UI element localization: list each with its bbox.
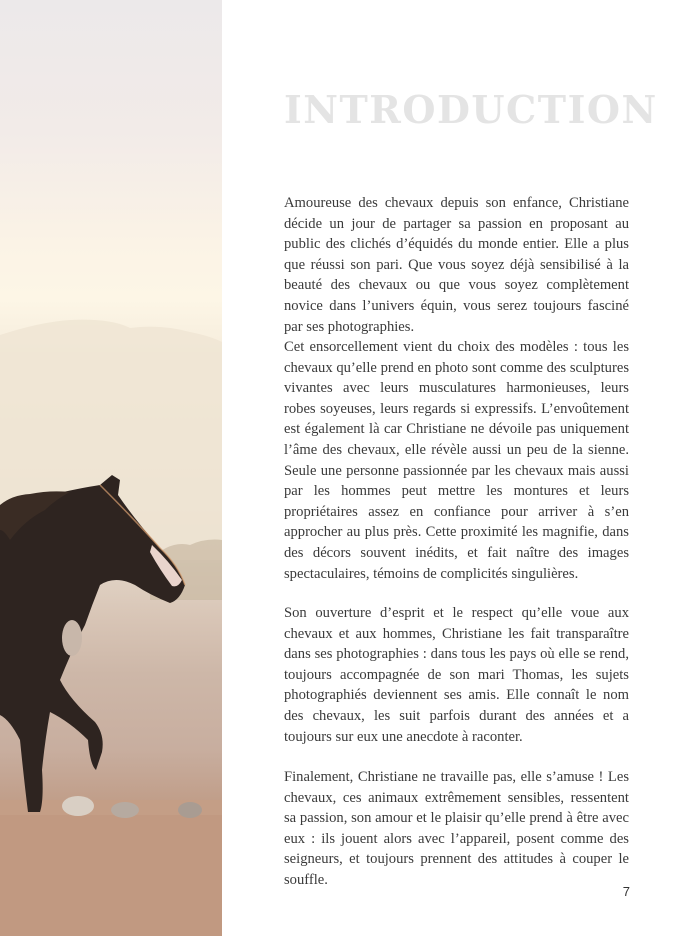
horse-photo [0,0,222,936]
paragraph-2: Cet ensorcellement vient du choix des modèles : tous les chevaux qu’elle prend en photo sont comme des sculptures vivantes avec leurs musculatures harmonieuses, leurs robes soyeuses, leurs regards si expressifs. L’envoûtement est également là car Christiane ne dévoile pas uniquement l’âme des chevaux, elle révèle aussi un peu de la sienne. Seule une personne passionnée par les chevaux mais aussi par les hommes peut mettre les montures et leurs propriétaires assez en confiance pour arriver à s’en approcher au plus près. Cette proximité les magnifie, dans des décors souvent inédits, et fait naître des images spectaculaires, témoins de complicités singulières. [284,339,629,582]
page-number: 7 [622,884,630,899]
horse-illustration [0,0,222,936]
paragraph-4: Finalement, Christiane ne travaille pas, elle s’amuse ! Les chevaux, ces animaux extrêmement sensibles, ressentent sa passion, son amour et le plaisir qu’elle prend à être avec eux : ils jouent alors avec l’appareil, posent comme des seigneurs, et toujours prennent des attitudes à couper le souffle. [284,769,629,888]
paragraph-1: Amoureuse des chevaux depuis son enfance, Christiane décide un jour de partager sa passion en proposant au public des clichés d’équidés du monde entier. Elle a plus que réussi son pari. Que vous soyez déjà sensibilisé à la beauté des chevaux ou que vous soyez complètement novice dans l’univers équin, vous serez toujours fasciné par ses photographies. [284,195,629,335]
paragraph-3: Son ouverture d’esprit et le respect qu’elle voue aux chevaux et aux hommes, Christiane les fait transparaître dans ses photographies : dans tous les pays où elle se rend, toujours accompagnée de son mari Thomas, les sujets photographiés deviennent ses amis. Elle connaît le nom des chevaux, les suit parfois durant des années et a toujours sur eux une anecdote à raconter. [284,605,629,745]
page-title: INTRODUCTION [284,87,658,132]
